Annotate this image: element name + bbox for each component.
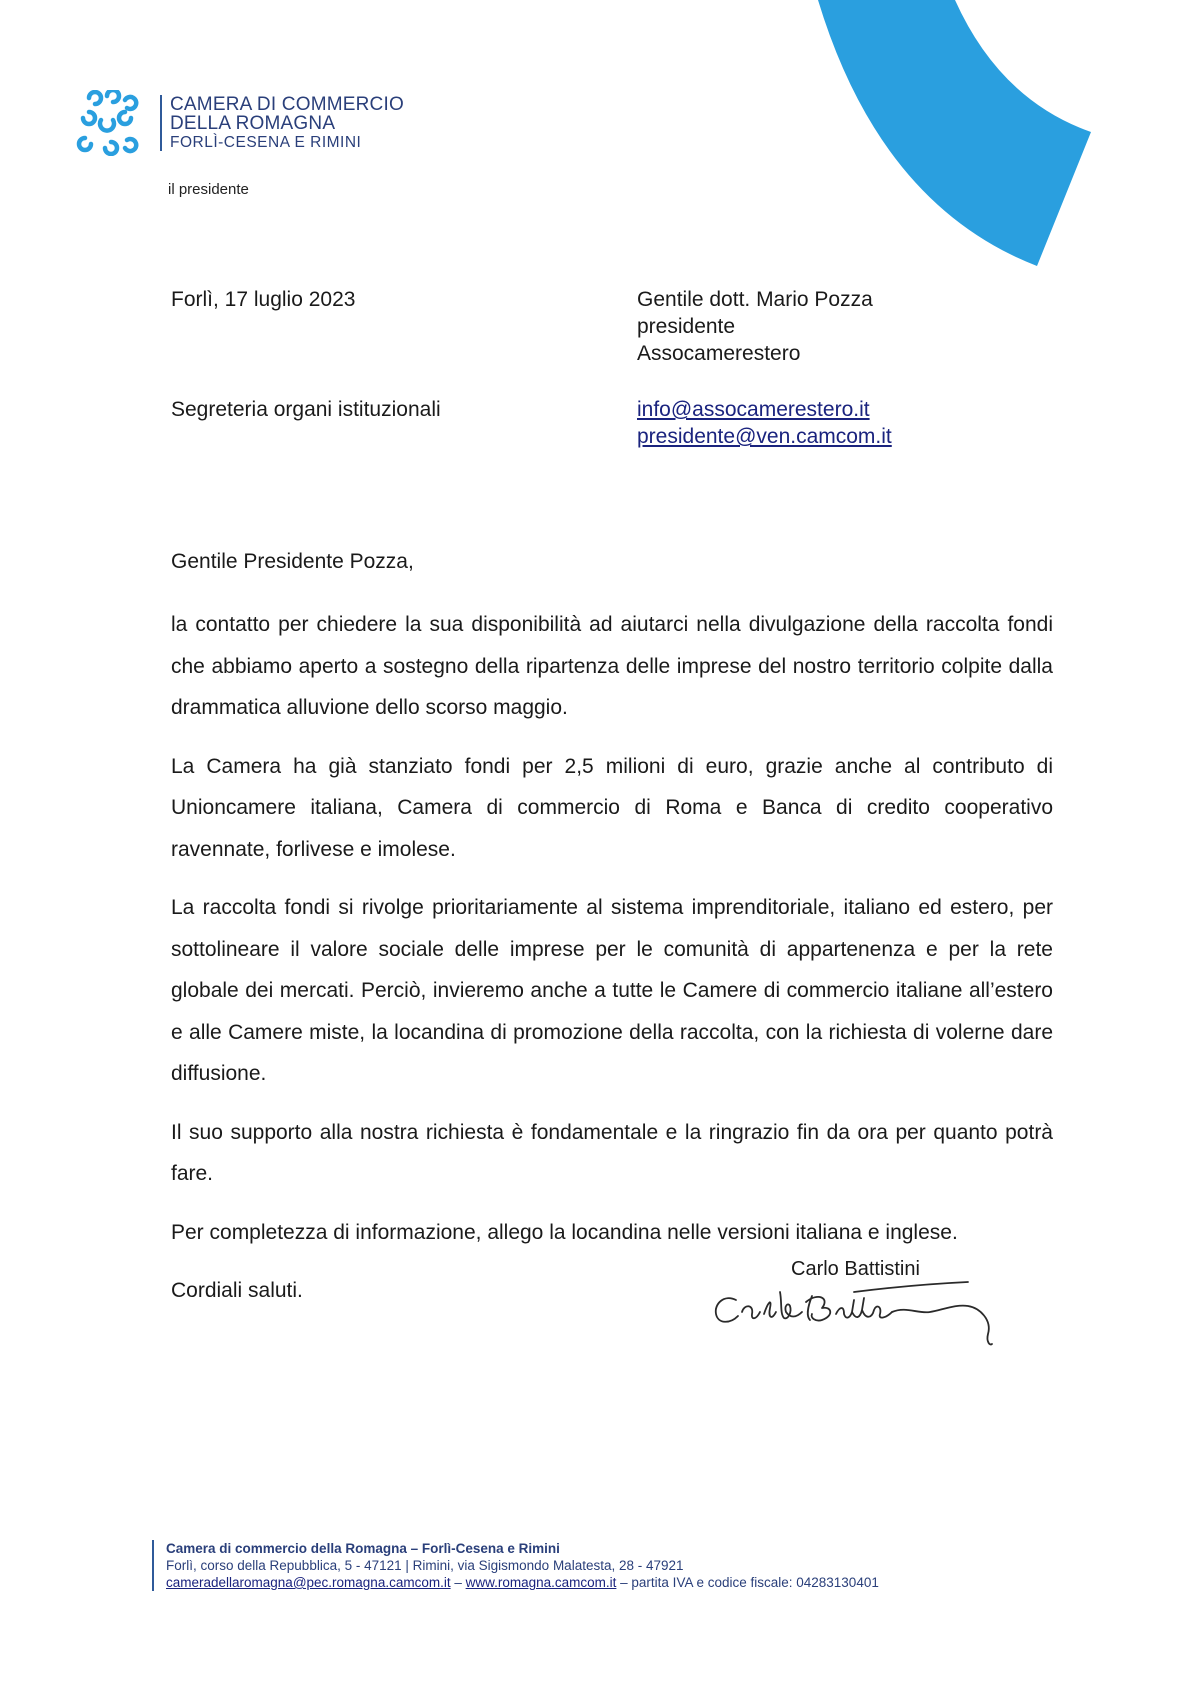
paragraph: Per completezza di informazione, allego la locandina nelle versioni italiana e inglese. [171,1220,958,1244]
footer-website-link[interactable]: www.romagna.camcom.it [465,1575,617,1590]
recipient-block [637,286,892,450]
brand-line1: CAMERA DI COMMERCIO [170,94,404,115]
brand-name [160,95,404,151]
recipient-emails [637,396,892,450]
footer-address: Forlì, corso della Repubblica, 5 - 47121 | Rimini, via Sigismondo Malatesta, 28 - 47921 [166,1558,684,1573]
handwritten-signature [706,1262,1026,1352]
office-name: Segreteria organi istituzionali [171,398,441,421]
email-link-presidente[interactable]: presidente@ven.camcom.it [637,425,892,448]
recipient-title: presidente [637,315,736,338]
footer-separator: – [450,1575,466,1590]
closing: Cordiali saluti. [171,1279,303,1302]
recipient-name: Gentile dott. Mario Pozza [637,288,873,311]
signer-name: Carlo Battistini [791,1258,920,1280]
paragraph: la contatto per chiedere la sua disponibilità ad aiutarci nella divulgazione della raccolta fondi che abbiamo aperto a sostegno della ripartenza delle imprese del nostro territorio colpite dalla drammatica alluvione dello scorso maggio. [171,613,1053,719]
brand-line2: DELLA ROMAGNA [170,113,336,134]
sender-role: il presidente [168,181,249,198]
email-link-info[interactable]: info@assocamerestero.it [637,398,870,421]
paragraph: La Camera ha già stanziato fondi per 2,5 milioni di euro, grazie anche al contributo di Unioncamere italiana, Camera di commercio di Roma e Banca di credito cooperativo ravennate, forlivese e imolese. [171,754,1053,861]
recipient-org: Assocamerestero [637,342,801,365]
footer-pec-link[interactable]: cameradellaromagna@pec.romagna.camcom.it [166,1575,451,1590]
sender-details [171,286,441,423]
footer-title: Camera di commercio della Romagna – Forlì-Cesena e Rimini [166,1541,560,1556]
chamber-of-commerce-logo-icon [75,90,141,156]
brand-line3: FORLÌ-CESENA E RIMINI [170,134,362,151]
footer [152,1540,879,1591]
place-date: Forlì, 17 luglio 2023 [171,288,356,311]
footer-contacts [166,1574,879,1591]
paragraph: Il suo supporto alla nostra richiesta è fondamentale e la ringrazio fin da ora per quanto potrà fare. [171,1120,1053,1185]
footer-vat: – partita IVA e codice fiscale: 04283130401 [616,1575,879,1590]
letter-body [171,604,1053,1329]
paragraph: La raccolta fondi si rivolge prioritariamente al sistema imprenditoriale, italiano ed estero, per sottolineare il valore sociale delle imprese per le comunità di appartenenza e per la rete globale dei mercati. Perciò, invieremo anche a tutte le Camere di commercio italiane all’estero e alle Camere miste, la locandina di promozione della raccolta, con la richiesta di volerne dare diffusione. [171,896,1053,1085]
salutation: Gentile Presidente Pozza, [171,550,414,573]
